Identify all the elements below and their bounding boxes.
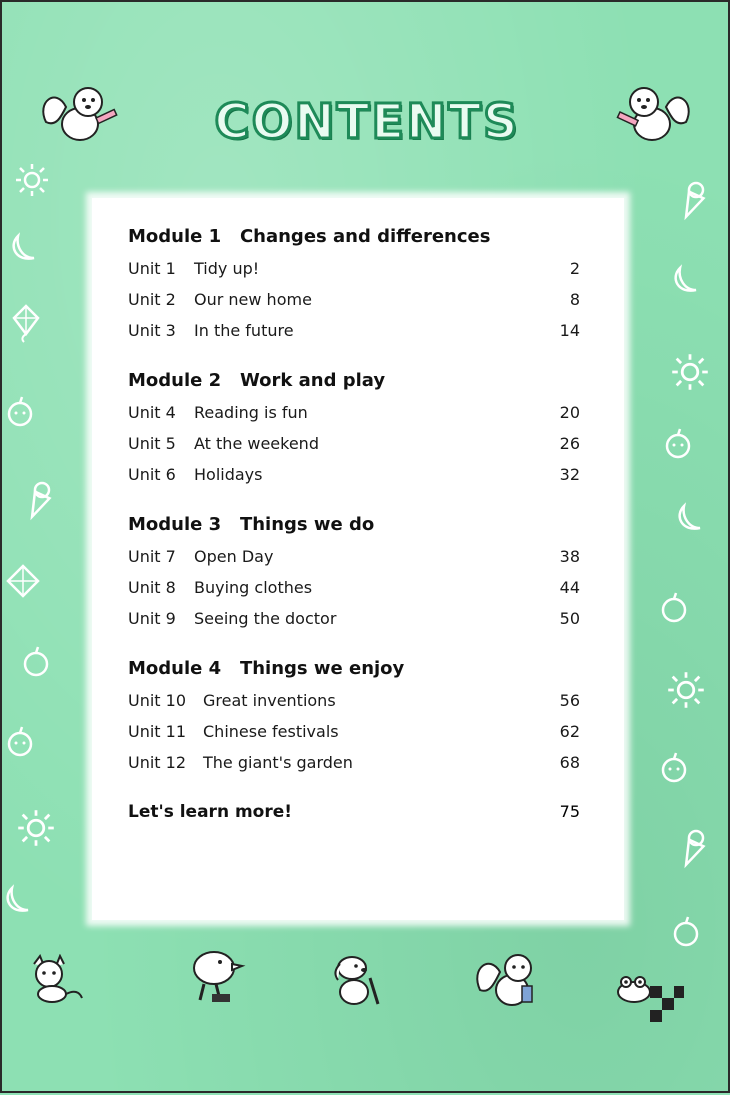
ice-cream-icon	[24, 480, 54, 522]
page-number: 62	[559, 722, 580, 741]
toc-entry[interactable]	[128, 403, 580, 427]
ice-cream-icon	[678, 180, 708, 222]
squirrel-mascot-icon	[614, 82, 696, 148]
unit-title: Reading is fun	[194, 403, 308, 422]
unit-title: In the future	[194, 321, 294, 340]
toc-entry[interactable]	[128, 691, 580, 715]
toc-entry[interactable]	[128, 290, 580, 314]
apple-icon	[658, 590, 690, 624]
module-3-title: Module 3 Things we do	[128, 514, 375, 535]
page-number: 50	[559, 609, 580, 628]
page-number: 68	[559, 753, 580, 772]
unit-title: Our new home	[194, 290, 312, 309]
learn-more-title: Let's learn more!	[128, 802, 293, 822]
unit-title: At the weekend	[194, 434, 319, 453]
toc-entry[interactable]	[128, 321, 580, 345]
sun-icon	[670, 352, 710, 392]
unit-label: Unit 4	[128, 403, 176, 422]
sun-icon	[666, 670, 706, 710]
moon-icon	[676, 502, 706, 534]
page-number: 8	[569, 290, 580, 309]
toc-entry[interactable]	[128, 259, 580, 283]
page-number: 75	[559, 802, 580, 821]
toc-entry[interactable]	[128, 578, 580, 602]
unit-title: Open Day	[194, 547, 274, 566]
kitten-icon	[26, 954, 86, 1004]
unit-label: Unit 10	[128, 691, 187, 710]
unit-label: Unit 2	[128, 290, 176, 309]
apple-icon	[662, 426, 694, 460]
unit-title: Tidy up!	[194, 259, 260, 278]
apple-icon	[658, 750, 690, 784]
unit-label: Unit 12	[128, 753, 187, 772]
unit-title: The giant's garden	[203, 753, 353, 772]
toc-entry[interactable]	[128, 609, 580, 633]
squirrel-mascot-icon	[36, 82, 118, 148]
bird-icon	[186, 942, 246, 1006]
kite-icon	[10, 304, 42, 344]
module-1-title: Module 1 Changes and differences	[128, 226, 491, 247]
apple-icon	[670, 914, 702, 948]
page-number: 44	[559, 578, 580, 597]
toc-entry[interactable]	[128, 547, 580, 571]
page-number: 14	[559, 321, 580, 340]
unit-label: Unit 8	[128, 578, 176, 597]
frog-icon	[612, 968, 686, 1024]
moon-icon	[672, 264, 702, 296]
page-number: 38	[559, 547, 580, 566]
toc-entry[interactable]	[128, 722, 580, 746]
unit-label: Unit 6	[128, 465, 176, 484]
squirrel-mascot-icon	[470, 950, 540, 1010]
dog-icon	[330, 952, 384, 1008]
module-2-title: Module 2 Work and play	[128, 370, 386, 391]
unit-title: Chinese festivals	[203, 722, 339, 741]
page-number: 56	[559, 691, 580, 710]
sun-icon	[14, 162, 50, 198]
unit-label: Unit 7	[128, 547, 176, 566]
moon-icon	[4, 884, 34, 916]
apple-icon	[20, 644, 52, 678]
unit-label: Unit 3	[128, 321, 176, 340]
apple-icon	[4, 724, 36, 758]
page-number: 32	[559, 465, 580, 484]
unit-label: Unit 5	[128, 434, 176, 453]
toc-entry[interactable]	[128, 753, 580, 777]
toc-entry[interactable]	[128, 434, 580, 458]
page-number: 20	[559, 403, 580, 422]
contents-panel	[92, 198, 624, 920]
sun-icon	[16, 808, 56, 848]
page-title: CONTENTS	[214, 94, 520, 150]
toc-entry-learn-more[interactable]	[128, 802, 580, 822]
unit-label: Unit 11	[128, 722, 187, 741]
unit-label: Unit 1	[128, 259, 176, 278]
unit-title: Great inventions	[203, 691, 336, 710]
moon-icon	[10, 232, 40, 264]
apple-icon	[4, 394, 36, 428]
unit-title: Holidays	[194, 465, 263, 484]
toc-entry[interactable]	[128, 465, 580, 489]
module-4-title: Module 4 Things we enjoy	[128, 658, 405, 679]
page-number: 2	[569, 259, 580, 278]
ice-cream-icon	[678, 828, 708, 870]
page-number: 26	[559, 434, 580, 453]
unit-label: Unit 9	[128, 609, 176, 628]
unit-title: Buying clothes	[194, 578, 313, 597]
unit-title: Seeing the doctor	[194, 609, 337, 628]
kite-icon	[6, 564, 40, 598]
